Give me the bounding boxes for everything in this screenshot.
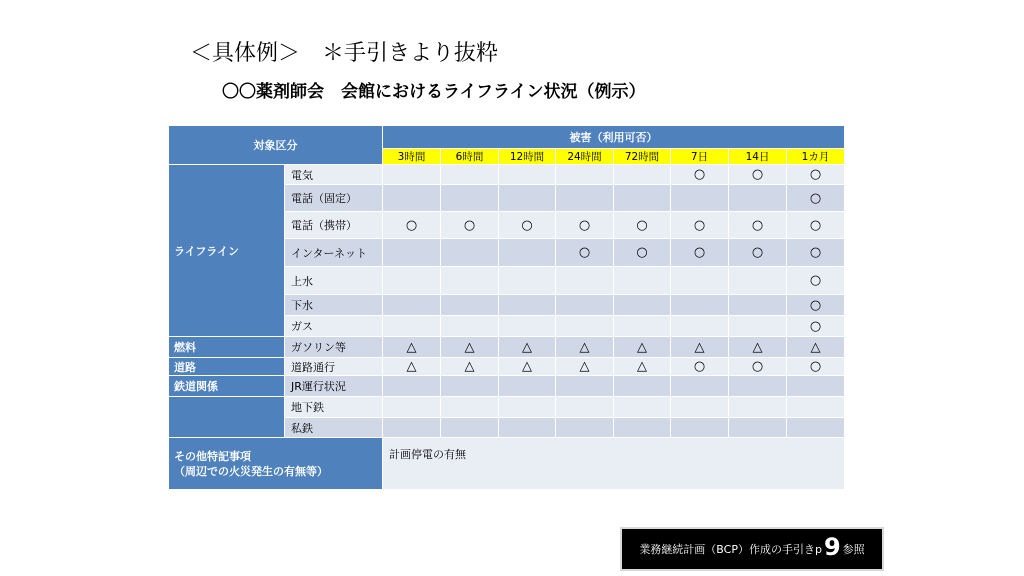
status-mark: ○	[787, 212, 845, 239]
status-mark: △	[383, 337, 441, 358]
status-mark	[729, 397, 787, 418]
status-mark: ○	[729, 165, 787, 185]
status-mark: ○	[787, 316, 845, 337]
time-column-header: 24時間	[556, 149, 614, 165]
status-mark: △	[556, 358, 614, 376]
row-label: 電気	[285, 165, 383, 185]
status-mark	[556, 165, 614, 185]
lifeline-table	[168, 125, 845, 490]
reference-badge	[620, 527, 884, 571]
heading-lifeline-status: 〇〇薬剤師会 会館におけるライフライン状況（例示）	[222, 82, 646, 102]
row-label: 電話（携帯）	[285, 212, 383, 239]
badge-suffix: 参照	[842, 543, 865, 556]
status-mark	[499, 185, 556, 212]
status-mark	[729, 376, 787, 397]
status-mark	[671, 376, 729, 397]
status-mark: ○	[383, 212, 441, 239]
other-notes-label: その他特記事項	[174, 449, 251, 463]
status-mark: △	[499, 358, 556, 376]
status-mark	[556, 397, 614, 418]
status-mark	[729, 418, 787, 438]
status-mark	[614, 397, 671, 418]
row-label: JR運行状況	[285, 376, 383, 397]
status-mark	[614, 165, 671, 185]
status-mark	[787, 418, 845, 438]
status-mark: ○	[787, 295, 845, 316]
status-mark	[383, 295, 441, 316]
category-rail: 鉄道関係	[169, 376, 285, 397]
status-mark	[383, 397, 441, 418]
heading-example: ＜具体例＞ ＊手引きより抜粋	[190, 41, 499, 66]
status-mark: △	[499, 337, 556, 358]
row-label: 電話（固定）	[285, 185, 383, 212]
row-label: 私鉄	[285, 418, 383, 438]
table-row	[169, 397, 845, 418]
category-rail-continued	[169, 397, 285, 438]
status-mark	[499, 295, 556, 316]
badge-page-number: 9	[823, 533, 841, 561]
status-mark: △	[614, 358, 671, 376]
status-mark	[499, 397, 556, 418]
status-mark	[614, 185, 671, 212]
other-notes-sublabel: （周辺での火災発生の有無等）	[174, 464, 328, 478]
status-mark	[383, 267, 441, 295]
status-mark	[671, 267, 729, 295]
status-mark	[556, 185, 614, 212]
status-mark: △	[383, 358, 441, 376]
status-mark: ○	[787, 165, 845, 185]
status-mark	[671, 316, 729, 337]
status-mark	[614, 376, 671, 397]
status-mark	[499, 165, 556, 185]
status-mark	[441, 376, 499, 397]
status-mark	[441, 316, 499, 337]
status-mark	[671, 418, 729, 438]
status-mark	[499, 267, 556, 295]
status-mark	[729, 295, 787, 316]
status-mark	[499, 316, 556, 337]
status-mark	[614, 267, 671, 295]
status-mark: ○	[787, 267, 845, 295]
status-mark	[383, 376, 441, 397]
status-mark: ○	[441, 212, 499, 239]
status-mark	[383, 185, 441, 212]
status-mark	[729, 316, 787, 337]
status-mark	[441, 418, 499, 438]
status-mark	[556, 316, 614, 337]
row-label: 道路通行	[285, 358, 383, 376]
status-mark	[441, 267, 499, 295]
status-mark	[441, 397, 499, 418]
status-mark: ○	[729, 239, 787, 267]
status-mark	[383, 239, 441, 267]
status-mark	[671, 185, 729, 212]
status-mark: △	[729, 337, 787, 358]
time-column-header: 72時間	[614, 149, 671, 165]
status-mark: △	[787, 337, 845, 358]
row-label: 地下鉄	[285, 397, 383, 418]
status-mark	[441, 165, 499, 185]
row-label: ガス	[285, 316, 383, 337]
status-mark	[729, 185, 787, 212]
status-mark: △	[671, 337, 729, 358]
status-mark	[383, 418, 441, 438]
table-row	[169, 165, 845, 185]
status-mark: △	[441, 337, 499, 358]
status-mark: ○	[671, 165, 729, 185]
status-mark	[556, 295, 614, 316]
time-column-header: 1カ月	[787, 149, 845, 165]
status-mark: △	[556, 337, 614, 358]
status-mark	[499, 376, 556, 397]
status-mark: △	[614, 337, 671, 358]
status-mark	[729, 267, 787, 295]
category-fuel: 燃料	[169, 337, 285, 358]
row-label: ガソリン等	[285, 337, 383, 358]
status-mark	[787, 376, 845, 397]
time-column-header: 3時間	[383, 149, 441, 165]
table-row	[169, 376, 845, 397]
status-mark	[787, 397, 845, 418]
status-mark	[614, 295, 671, 316]
status-mark	[556, 376, 614, 397]
time-column-header: 12時間	[499, 149, 556, 165]
row-label: 上水	[285, 267, 383, 295]
other-notes-value: 計画停電の有無	[383, 438, 845, 490]
status-mark	[499, 239, 556, 267]
status-mark	[614, 316, 671, 337]
time-column-header: 6時間	[441, 149, 499, 165]
table-row	[169, 358, 845, 376]
category-other-notes	[169, 438, 383, 490]
category-road: 道路	[169, 358, 285, 376]
status-mark	[499, 418, 556, 438]
time-column-header: 7日	[671, 149, 729, 165]
category-lifeline: ライフライン	[169, 165, 285, 337]
header-damage: 被害（利用可否）	[383, 126, 845, 149]
status-mark	[671, 295, 729, 316]
status-mark	[383, 316, 441, 337]
status-mark: ○	[729, 358, 787, 376]
status-mark	[441, 185, 499, 212]
status-mark: ○	[787, 185, 845, 212]
status-mark	[383, 165, 441, 185]
row-label: インターネット	[285, 239, 383, 267]
status-mark	[441, 239, 499, 267]
status-mark: ○	[787, 239, 845, 267]
status-mark: ○	[614, 212, 671, 239]
status-mark	[441, 295, 499, 316]
status-mark: ○	[729, 212, 787, 239]
status-mark: ○	[787, 358, 845, 376]
row-label: 下水	[285, 295, 383, 316]
status-mark: ○	[556, 239, 614, 267]
time-column-header: 14日	[729, 149, 787, 165]
status-mark: ○	[499, 212, 556, 239]
status-mark: ○	[671, 358, 729, 376]
status-mark	[556, 267, 614, 295]
status-mark	[614, 418, 671, 438]
table-row	[169, 337, 845, 358]
badge-text: 業務継続計画（BCP）作成の手引きp	[639, 543, 822, 556]
status-mark: ○	[671, 239, 729, 267]
status-mark: ○	[671, 212, 729, 239]
status-mark: ○	[614, 239, 671, 267]
status-mark	[671, 397, 729, 418]
header-category: 対象区分	[169, 126, 383, 165]
status-mark: ○	[556, 212, 614, 239]
status-mark: △	[441, 358, 499, 376]
status-mark	[556, 418, 614, 438]
